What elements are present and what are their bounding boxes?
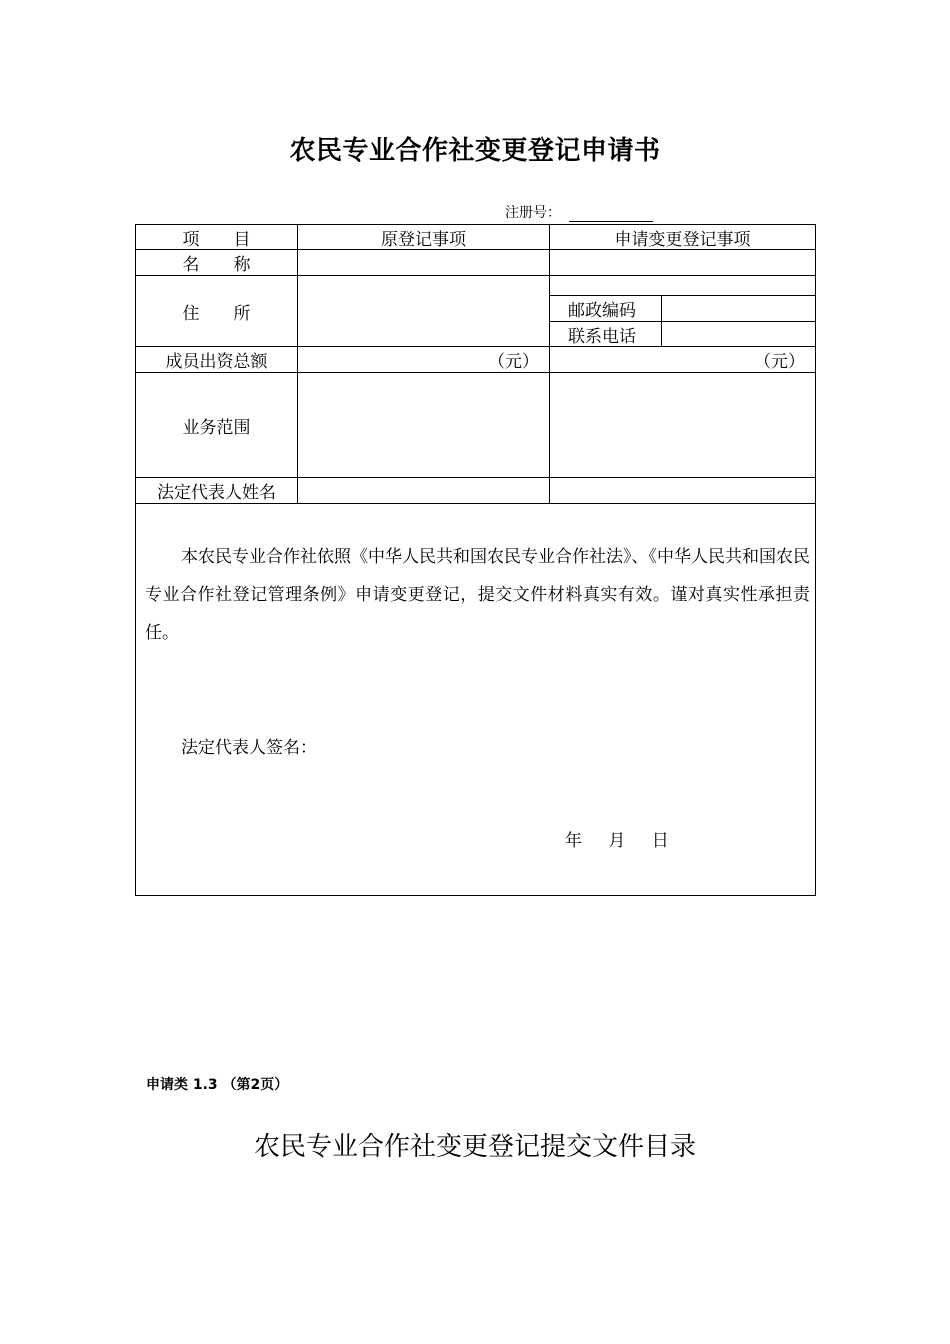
header-change: 申请变更登记事项 [549,224,816,250]
section-title: 农民专业合作社变更登记提交文件目录 [253,1132,696,1162]
registration-number-field[interactable] [569,209,653,222]
registration-label: 注册号： [505,205,561,221]
business-scope-original-field[interactable] [297,372,550,478]
declaration-paragraph: 本农民专业合作社依照《中华人民共和国农民专业合作社法》、《中华人民共和国农民专业合作社登记管理条例》申请变更登记，提交文件材料真实有效。谨对真实性承担责任。 [145,547,810,643]
page-footnote: 申请类 1.3 （第2页） [146,1077,289,1093]
business-scope-change-field[interactable] [549,372,816,478]
legal-rep-original-field[interactable] [297,477,550,504]
header-original: 原登记事项 [297,224,550,250]
capital-change-field[interactable] [549,346,816,373]
row-label-address: 住 所 [135,275,298,347]
address-original-field[interactable] [297,275,550,347]
postal-code-field[interactable] [661,295,816,322]
capital-unit-change: （元） [754,352,805,372]
signature-label: 法定代表人签名： [181,738,317,758]
capital-unit-original: （元） [488,352,539,372]
page-title: 农民专业合作社变更登记申请书 [289,136,661,166]
row-label-business-scope: 业务范围 [135,372,298,478]
registration-number [505,202,653,222]
address-change-field[interactable] [549,275,816,296]
name-original-field[interactable] [297,249,550,276]
declaration-text [145,538,810,652]
phone-field[interactable] [661,321,816,347]
postal-code-label: 邮政编码 [549,295,662,322]
date-label: 年 月 日 [565,831,669,851]
name-change-field[interactable] [549,249,816,276]
row-label-name: 名 称 [135,249,298,276]
legal-rep-change-field[interactable] [549,477,816,504]
row-label-legal-rep: 法定代表人姓名 [135,477,298,504]
header-item: 项 目 [135,224,298,250]
row-label-capital: 成员出资总额 [135,346,298,373]
phone-label: 联系电话 [549,321,662,347]
capital-original-field[interactable] [297,346,550,373]
